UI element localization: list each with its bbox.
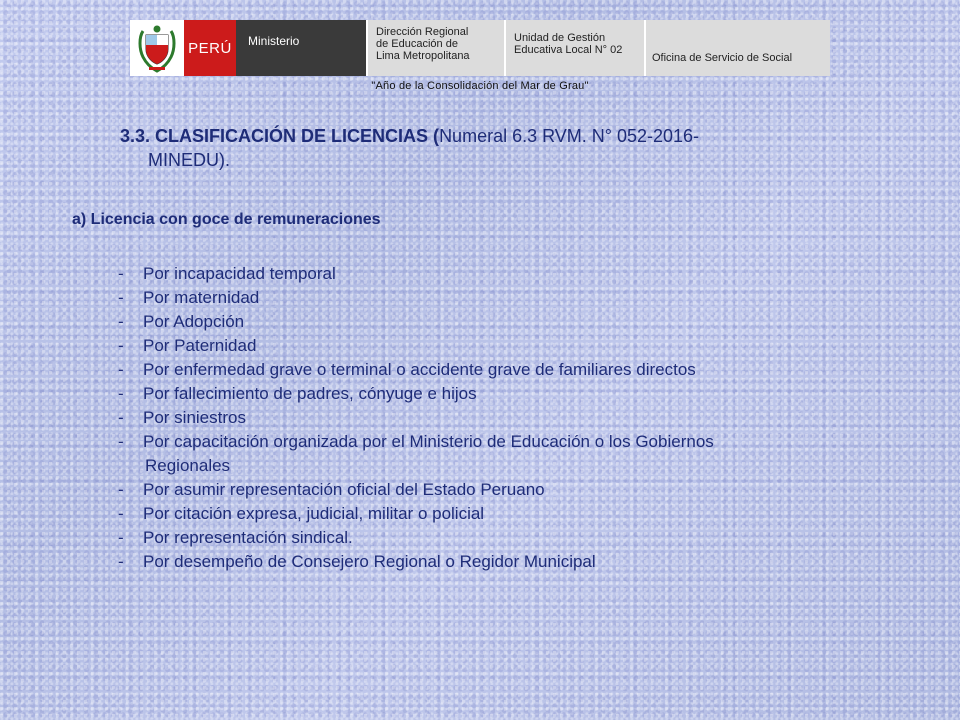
list-item-text: Por incapacidad temporal <box>143 264 336 283</box>
list-item-text: Por siniestros <box>143 408 246 427</box>
office-label: Oficina de Servicio de Social <box>644 20 830 76</box>
section-title-bold: CLASIFICACIÓN DE LICENCIAS ( <box>155 126 440 146</box>
list-item <box>118 502 838 526</box>
list-item <box>118 478 838 502</box>
list-item <box>118 310 838 334</box>
list-item-text: Por fallecimiento de padres, cónyuge e hijos <box>143 384 477 403</box>
dre-line-1: Dirección Regional <box>376 26 469 38</box>
peru-label: PERÚ <box>184 20 236 76</box>
list-item-text: Por citación expresa, judicial, militar o policial <box>143 504 485 523</box>
license-subheading: a) Licencia con goce de remuneraciones <box>72 211 381 228</box>
list-item-text: Por capacitación organizada por el Ministerio de Educación o los Gobiernos <box>143 432 714 451</box>
list-item-text: Por desempeño de Consejero Regional o Regidor Municipal <box>143 552 596 571</box>
section-title <box>120 124 820 172</box>
list-item-text: Por representación sindical. <box>143 528 353 547</box>
list-dash: - <box>118 384 124 403</box>
list-dash: - <box>118 432 124 451</box>
seal-container <box>130 20 184 76</box>
peru-coat-of-arms-icon <box>135 23 179 73</box>
list-dash: - <box>118 264 124 283</box>
dre-line-3: Lima Metropolitana <box>376 50 470 62</box>
ugel-label <box>504 20 644 76</box>
list-item-text: Por Adopción <box>143 312 245 331</box>
list-item-text: Por asumir representación oficial del Estado Peruano <box>143 480 545 499</box>
list-dash: - <box>118 504 124 523</box>
section-title-reference-cont: MINEDU). <box>148 150 230 170</box>
ugel-line-1: Unidad de Gestión <box>514 32 606 44</box>
list-item <box>118 550 838 574</box>
list-item-text: Por enfermedad grave o terminal o accidente grave de familiares directos <box>143 360 696 379</box>
list-item <box>118 406 838 430</box>
list-dash: - <box>118 408 124 427</box>
list-item-text: Por Paternidad <box>143 336 257 355</box>
dre-line-2: de Educación de <box>376 38 458 50</box>
list-dash: - <box>118 360 124 379</box>
list-item <box>118 430 838 454</box>
list-item-text: Por maternidad <box>143 288 260 307</box>
list-item-continuation <box>118 454 838 478</box>
ministry-label: Ministerio <box>236 20 366 76</box>
dre-label <box>366 20 504 76</box>
list-dash: - <box>118 312 124 331</box>
year-motto: "Año de la Consolidación del Mar de Grau" <box>371 80 589 92</box>
list-dash: - <box>118 336 124 355</box>
section-title-reference: Numeral 6.3 RVM. N° 052-2016- <box>439 126 700 146</box>
license-type-list <box>118 262 838 574</box>
list-item-text: Regionales <box>145 456 231 475</box>
section-number: 3.3. <box>120 126 151 146</box>
list-item <box>118 382 838 406</box>
institution-banner <box>130 20 830 76</box>
list-dash: - <box>118 480 124 499</box>
list-dash: - <box>118 552 124 571</box>
list-item <box>118 262 838 286</box>
ugel-line-2: Educativa Local N° 02 <box>514 44 623 56</box>
list-item <box>118 334 838 358</box>
list-dash: - <box>118 288 124 307</box>
list-item <box>118 358 838 382</box>
list-item <box>118 286 838 310</box>
list-dash: - <box>118 528 124 547</box>
list-item <box>118 526 838 550</box>
